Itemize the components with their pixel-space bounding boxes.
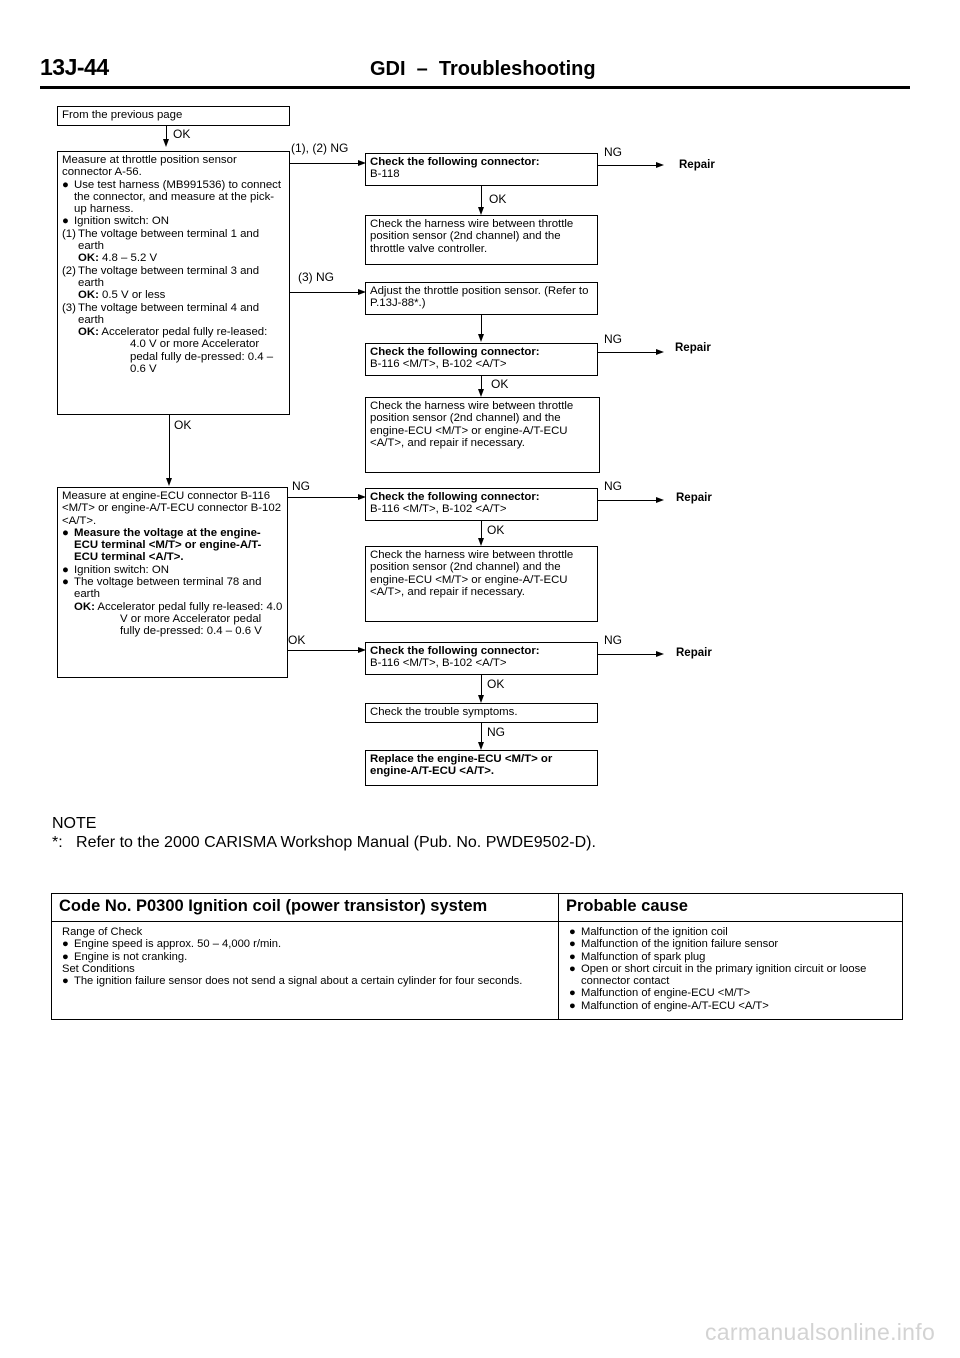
box-heading: Check the following connector: xyxy=(370,346,540,358)
set-label: Set Conditions xyxy=(62,962,135,975)
code-title-cell xyxy=(52,894,559,922)
ng-label: NG xyxy=(604,633,622,647)
replace-engine-ecu-box xyxy=(365,750,598,786)
repair-label: Repair xyxy=(675,342,711,354)
range-label: Range of Check xyxy=(62,926,143,938)
ng-label: NG xyxy=(292,479,310,493)
box-text: Replace the engine-ECU <M/T> or engine-A/T-ECU <A/T>. xyxy=(370,753,553,778)
ok-label: OK xyxy=(489,192,507,206)
connector-line xyxy=(290,163,362,164)
ok-label: OK xyxy=(487,523,505,537)
box-text: B-116 <M/T>, B-102 <A/T> xyxy=(370,358,507,371)
arrow-down-icon xyxy=(478,695,484,703)
arrow-down-icon xyxy=(478,538,484,546)
adjust-throttle-sensor-box xyxy=(365,282,598,315)
from-previous-page-box xyxy=(57,106,290,126)
numbered-item: (2) The voltage between terminal 3 and earth xyxy=(62,264,260,289)
check-connector-b116-box-3 xyxy=(365,642,598,675)
ok-label: OK xyxy=(173,127,191,141)
arrow-down-icon xyxy=(478,389,484,397)
box-heading: Check the following connector: xyxy=(370,645,540,657)
arrow-down-icon xyxy=(163,139,169,147)
probable-cause-title: Probable cause xyxy=(566,897,688,915)
box-text: Check the harness wire between throttle position sensor (2nd channel) and the engine-ECU <M/T> or engine-A/T-ECU <A/T>, and repair if necessary. xyxy=(370,400,574,449)
text-line: connector A-56. xyxy=(62,166,142,179)
repair-label: Repair xyxy=(676,647,712,659)
ng-label: NG xyxy=(604,332,622,346)
arrow-right-icon xyxy=(656,497,664,503)
ok-value: OK: Accelerator pedal fully re-leased: 4.0 V or more Accelerator pedal fully de-pressed: 0.4 – 0.6 V xyxy=(74,600,283,638)
check-harness-throttle-controller-box xyxy=(365,215,598,265)
header-rule xyxy=(40,86,910,89)
cause-item: ● Malfunction of the ignition failure sensor xyxy=(569,938,779,951)
ok-value: OK: Accelerator pedal fully re-leased: 4.0 V or more Accelerator pedal fully de-pressed: 0.4 – 0.6 V xyxy=(78,326,274,376)
ng-3-label: (3) NG xyxy=(298,270,334,284)
bullet-item: ● The voltage between terminal 78 and earth xyxy=(62,576,262,601)
page-number: 13J-44 xyxy=(40,54,109,80)
note-title: NOTE xyxy=(52,815,97,832)
ng-12-label: (1), (2) NG xyxy=(291,141,349,155)
arrow-down-icon xyxy=(478,742,484,750)
connector-line xyxy=(169,415,170,480)
arrow-right-icon xyxy=(656,162,664,168)
connector-line xyxy=(598,500,660,501)
check-connector-b118-box xyxy=(365,153,598,186)
cause-item: ● Malfunction of engine-ECU <M/T> xyxy=(569,987,751,1000)
box-heading: Check the following connector: xyxy=(370,156,540,168)
check-connector-b116-box-2 xyxy=(365,488,598,521)
cause-item: ● Malfunction of spark plug xyxy=(569,950,706,963)
box-text: B-118 xyxy=(370,168,400,181)
repair-label: Repair xyxy=(676,492,712,504)
connector-line xyxy=(598,165,660,166)
check-harness-engine-ecu-box-2 xyxy=(365,546,598,622)
arrow-down-icon xyxy=(478,334,484,342)
check-connector-b116-box-1 xyxy=(365,343,598,376)
probable-causes-cell xyxy=(559,922,903,1020)
ok-label: OK xyxy=(491,377,509,391)
bullet-item: ● Use test harness (MB991536) to connect the connector, and measure at the pick-up harness. xyxy=(62,178,282,216)
connector-line xyxy=(290,292,362,293)
probable-cause-header-cell xyxy=(559,894,903,922)
watermark: carmanualsonline.info xyxy=(705,1319,936,1345)
numbered-item: (1) The voltage between terminal 1 and earth xyxy=(62,227,260,253)
bullet-item: ● Engine speed is approx. 50 – 4,000 r/min. xyxy=(62,938,282,951)
ok-label: OK xyxy=(288,633,306,647)
bullet-item: ● Engine is not cranking. xyxy=(62,950,188,963)
check-trouble-symptoms-box xyxy=(365,703,598,723)
bullet-item: ● The ignition failure sensor does not send a signal about a certain cylinder for four seconds. xyxy=(62,975,523,988)
box-text: Adjust the throttle position sensor. (Refer to P.13J-88*.) xyxy=(370,285,589,310)
numbered-item: (3) The voltage between terminal 4 and earth xyxy=(62,301,260,326)
note-text: *: Refer to the 2000 CARISMA Workshop Manual (Pub. No. PWDE9502-D). xyxy=(52,834,596,851)
cause-item: ● Open or short circuit in the primary ignition circuit or loose connector contact xyxy=(569,962,867,988)
check-harness-engine-ecu-box-1 xyxy=(365,397,600,473)
measure-throttle-sensor-box xyxy=(57,151,290,415)
cause-item: ● Malfunction of the ignition coil xyxy=(569,926,728,938)
connector-line xyxy=(288,650,362,651)
connector-line xyxy=(288,497,362,498)
ng-label: NG xyxy=(487,725,505,739)
repair-label: Repair xyxy=(679,159,715,171)
ok-label: OK xyxy=(487,677,505,691)
bullet-item: ● Ignition switch: ON xyxy=(62,215,169,228)
bullet-item: ● Ignition switch: ON xyxy=(62,563,169,576)
code-title: Code No. P0300 Ignition coil (power transistor) system xyxy=(59,897,488,915)
bullet-item: ● Measure the voltage at the engine-ECU terminal <M/T> or engine-A/T-ECU terminal <A/T>. xyxy=(62,526,262,564)
ok-label: OK xyxy=(174,418,192,432)
ok-value: OK: 0.5 V or less xyxy=(78,289,166,302)
arrow-right-icon xyxy=(656,651,664,657)
page-title: GDI – Troubleshooting xyxy=(370,58,596,80)
code-p0300-table xyxy=(51,893,903,1020)
arrow-down-icon xyxy=(478,207,484,215)
ng-label: NG xyxy=(604,145,622,159)
box-text: Check the harness wire between throttle position sensor (2nd channel) and the throttle valve controller. xyxy=(370,218,574,255)
from-previous-page-label: From the previous page xyxy=(62,109,183,121)
cause-item: ● Malfunction of engine-A/T-ECU <A/T> xyxy=(569,999,769,1012)
box-heading: Check the following connector: xyxy=(370,491,540,503)
range-of-check-cell xyxy=(52,922,559,1020)
box-text: Check the harness wire between throttle position sensor (2nd channel) and the engine-ECU <M/T> or engine-A/T-ECU <A/T>, and repair if necessary. xyxy=(370,549,574,598)
ok-value: OK: 4.8 – 5.2 V xyxy=(78,252,158,265)
connector-line xyxy=(598,654,660,655)
text-line: Measure at throttle position sensor xyxy=(62,154,237,166)
arrow-right-icon xyxy=(656,349,664,355)
arrow-down-icon xyxy=(166,478,172,486)
box-text: Check the trouble symptoms. xyxy=(370,706,518,718)
connector-line xyxy=(598,352,660,353)
ng-label: NG xyxy=(604,479,622,493)
box-text: B-116 <M/T>, B-102 <A/T> xyxy=(370,503,507,516)
measure-engine-ecu-box xyxy=(57,487,288,678)
text-line: Measure at engine-ECU connector B-116 <M/T> or engine-A/T-ECU connector B-102 <A/T>. xyxy=(62,490,282,527)
box-text: B-116 <M/T>, B-102 <A/T> xyxy=(370,657,507,670)
